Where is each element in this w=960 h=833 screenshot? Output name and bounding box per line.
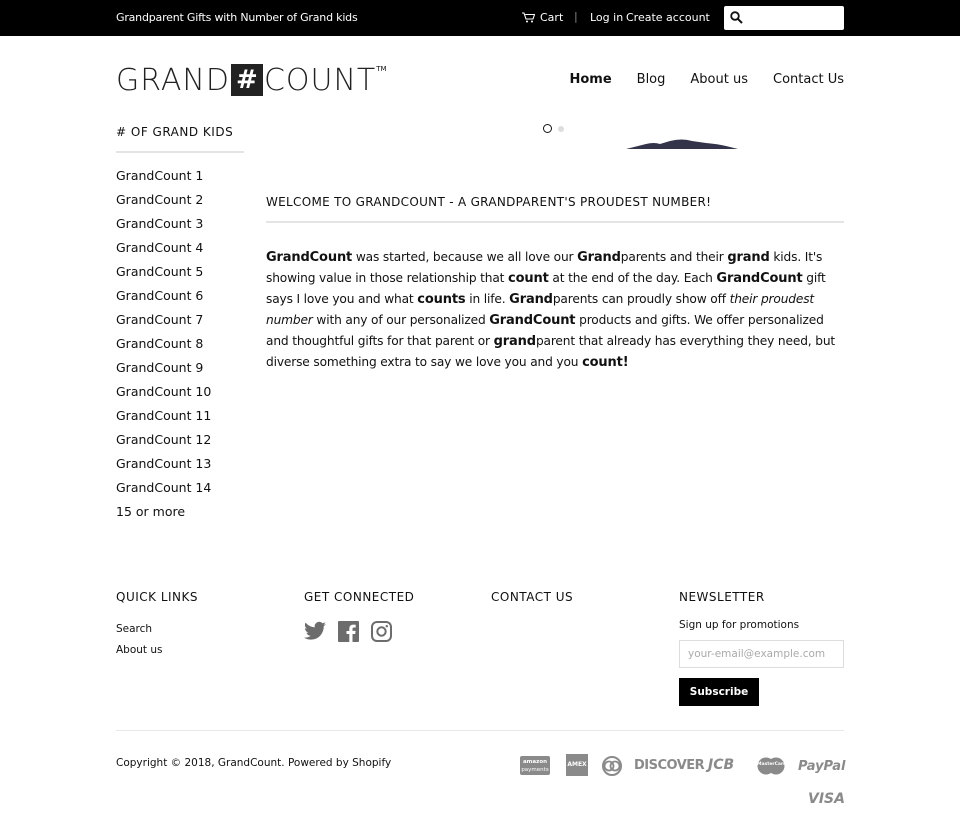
mastercard-label: MasterCard [757, 762, 787, 767]
paragraph-segment: in life. [465, 292, 510, 306]
footer-divider [116, 730, 844, 731]
search-input[interactable] [748, 8, 840, 28]
search-icon[interactable] [730, 11, 743, 24]
sidebar-item[interactable]: GrandCount 12 [116, 432, 212, 447]
sidebar-item[interactable]: GrandCount 6 [116, 288, 204, 303]
emphasis-text: GrandCount [489, 313, 576, 328]
visa-icon [808, 791, 845, 807]
copyright-text: Copyright © 2018, GrandCount. Powered by Shopify [116, 757, 392, 769]
amazon-payments-icon [520, 756, 550, 775]
discover-icon [634, 758, 704, 773]
cart-label: Cart [540, 11, 564, 24]
top-separator: | [574, 10, 578, 23]
top-bar [0, 0, 960, 36]
site-logo[interactable] [116, 62, 387, 98]
sidebar-item[interactable]: GrandCount 8 [116, 336, 204, 351]
paragraph-segment: with any of our personalized [312, 313, 490, 327]
diners-club-icon [601, 756, 623, 776]
sidebar-item[interactable]: GrandCount 1 [116, 168, 204, 183]
payments-label: payments [521, 767, 549, 773]
visa-label: VISA [808, 791, 845, 807]
emphasis-text: GrandCount [266, 250, 353, 265]
slide-dot[interactable] [558, 126, 564, 132]
logo-trademark: TM [376, 65, 387, 73]
twitter-icon[interactable] [304, 621, 326, 641]
cart-link[interactable] [522, 11, 563, 24]
welcome-heading: WELCOME TO GRANDCOUNT - A GRANDPARENT'S PROUDEST NUMBER! [266, 195, 712, 209]
sidebar-item[interactable]: GrandCount 14 [116, 480, 212, 495]
logo-hash-mark: # [231, 64, 263, 96]
newsletter-title: NEWSLETTER [679, 590, 765, 604]
main-nav [569, 72, 844, 87]
newsletter-email-input[interactable]: your-email@example.com [679, 640, 844, 668]
create-account-link[interactable]: Create account [626, 11, 710, 24]
sidebar-item[interactable]: GrandCount 13 [116, 456, 212, 471]
sidebar-item[interactable]: GrandCount 7 [116, 312, 204, 327]
emphasis-text: grand [727, 250, 770, 265]
emphasis-text: count [508, 271, 549, 286]
emphasis-text: Grand [577, 250, 621, 265]
paragraph-segment: parents and their [620, 250, 728, 264]
sidebar-list [116, 167, 211, 527]
discover-label: DISCOVER [634, 758, 705, 773]
get-connected-title: GET CONNECTED [304, 590, 415, 604]
footer-newsletter [679, 590, 844, 706]
subscribe-button[interactable]: Subscribe [679, 678, 759, 706]
amazon-label: amazon [522, 759, 548, 765]
cart-icon [522, 12, 535, 23]
sidebar-item[interactable]: GrandCount 3 [116, 216, 204, 231]
paragraph-segment: kids. It's showing value in those relationship that [266, 250, 823, 285]
paypal-label: PayPal [798, 759, 846, 774]
footer-quick-links [116, 590, 198, 661]
emphasis-text: count [582, 355, 623, 370]
paragraph-segment: parent that already has everything they need, but diverse something extra to say we love you and you [266, 334, 836, 369]
footer-link-about-us[interactable]: About us [116, 644, 163, 656]
logo-word-left: GRAND [116, 62, 230, 98]
sidebar-divider [116, 151, 244, 153]
login-link[interactable]: Log in [590, 11, 624, 24]
quick-links-title: QUICK LINKS [116, 590, 199, 604]
emphasis-text: GrandCount [716, 271, 803, 286]
slideshow-pager [543, 124, 564, 133]
sidebar-item[interactable]: GrandCount 5 [116, 264, 204, 279]
content-divider [266, 221, 844, 223]
emphasis-text: ! [622, 355, 629, 370]
paragraph-segment: parents can proudly show off [552, 292, 730, 306]
amex-icon [566, 754, 588, 776]
jcb-icon [708, 757, 734, 773]
contact-us-title: CONTACT US [491, 590, 574, 604]
facebook-icon[interactable] [338, 621, 359, 642]
footer-get-connected [304, 590, 414, 642]
paragraph-segment: was started, because we all love our [352, 250, 578, 264]
paragraph-segment: gift says I love you and what [266, 271, 826, 306]
slide-dot-active[interactable] [543, 124, 552, 133]
paragraph-segment: products and gifts. We offer personalized and thoughtful gifts for that parent or [266, 313, 824, 348]
footer-link-search[interactable]: Search [116, 623, 153, 635]
sidebar-item[interactable]: 15 or more [116, 504, 186, 519]
sidebar-item[interactable]: GrandCount 4 [116, 240, 204, 255]
mastercard-icon [757, 757, 785, 775]
sidebar-item[interactable]: GrandCount 2 [116, 192, 204, 207]
amex-label: AMEX [567, 761, 587, 768]
slideshow-image[interactable] [626, 138, 738, 150]
sidebar-item[interactable]: GrandCount 9 [116, 360, 204, 375]
logo-word-right: COUNT [263, 62, 377, 98]
emphasis-text: grand [493, 334, 536, 349]
nav-about-us[interactable]: About us [690, 72, 748, 87]
emphasis-text: Grand [509, 292, 553, 307]
welcome-paragraph [266, 247, 844, 373]
nav-contact-us[interactable]: Contact Us [773, 72, 844, 87]
paragraph-segment: at the end of the day. Each [548, 271, 717, 285]
italic-text: their proudest number [266, 292, 815, 327]
sidebar-item[interactable]: GrandCount 10 [116, 384, 212, 399]
nav-blog[interactable]: Blog [636, 72, 666, 87]
search-box[interactable] [724, 6, 844, 30]
jcb-label: JCB [708, 757, 735, 773]
instagram-icon[interactable] [371, 621, 392, 642]
paypal-icon [798, 759, 845, 774]
newsletter-label: Sign up for promotions [679, 619, 800, 631]
sidebar-title: # OF GRAND KIDS [116, 125, 234, 139]
nav-home[interactable]: Home [569, 72, 612, 87]
promo-text: Grandparent Gifts with Number of Grand kids [116, 11, 358, 24]
sidebar-item[interactable]: GrandCount 11 [116, 408, 212, 423]
footer-contact [491, 590, 573, 604]
emphasis-text: counts [417, 292, 466, 307]
